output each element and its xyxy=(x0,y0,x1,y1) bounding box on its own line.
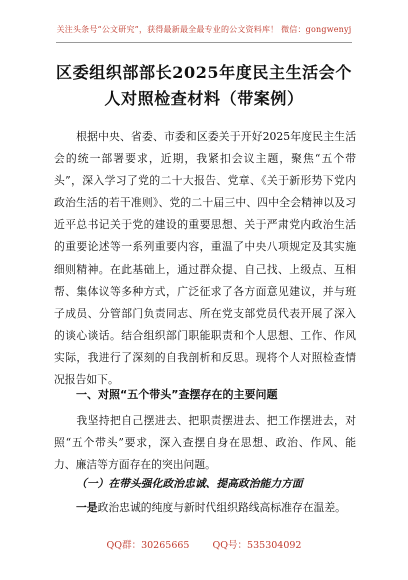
paragraph-subsection-1 xyxy=(54,497,356,519)
paragraph-section-1-text: 我坚持把自己摆进去、把职责摆进去、把工作摆进去，对照“五个带头”要求，深入查摆自身在思想、政治、作风、能力、廉洁等方面存在的突出问题。 xyxy=(54,414,356,472)
paragraph-lead-marker: 一是 xyxy=(76,501,98,514)
footer-qq-number: QQ号：535304092 xyxy=(212,540,302,551)
paragraph-subsection-1-text: 政治忠诚的纯度与新时代组织路线高标准存在温差。 xyxy=(97,501,346,514)
paragraph-intro xyxy=(54,126,356,391)
subsection-heading-1: （一）在带头强化政治忠诚、提高政治能力方面 xyxy=(76,477,303,490)
header-divider xyxy=(56,42,352,43)
footer-contact xyxy=(0,537,408,551)
document-title xyxy=(40,60,368,112)
title-line-2: 人对照检查材料（带案例） xyxy=(104,89,304,108)
footer-qq-group: QQ群：30265665 xyxy=(106,540,190,551)
title-line-1: 区委组织部部长2025年度民主生活会个 xyxy=(56,63,352,82)
paragraph-intro-text: 根据中央、省委、市委和区委关于开好2025年度民主生活会的统一部署要求，近期，我紧扣会议主题，聚焦“五个带头”，深入学习了党的二十大报告、党章、《关于新形势下党内政治生活的若干准则》、党的二十届三中、四中全会精神以及习近平总书记关于党的建设的重要思想、关于严肃党内政治生活的重要论述等一系列重要内容，重温了中央八项规定及其实施细则精神。在此基础上，通过群众提、自己找、上级点、互相帮、集体议等多种方式，广泛征求了各方面意见建议，并与班子成员、分管部门负责同志、所在党支部党员代表开展了深入的谈心谈话。结合组织部门职能职责和个人思想、工作、作风实际，我进行了深刻的自我剖析和反思。现将个人对照检查情况报告如下。 xyxy=(54,130,356,387)
section-heading-1: 一、对照“五个带头”查摆存在的主要问题 xyxy=(76,388,278,401)
paragraph-section-1 xyxy=(54,410,356,476)
header-promo-note: 关注头条号“公文研究”，获得最新最全最专业的公文资料库！ 微信：gongwenyj xyxy=(56,25,352,34)
